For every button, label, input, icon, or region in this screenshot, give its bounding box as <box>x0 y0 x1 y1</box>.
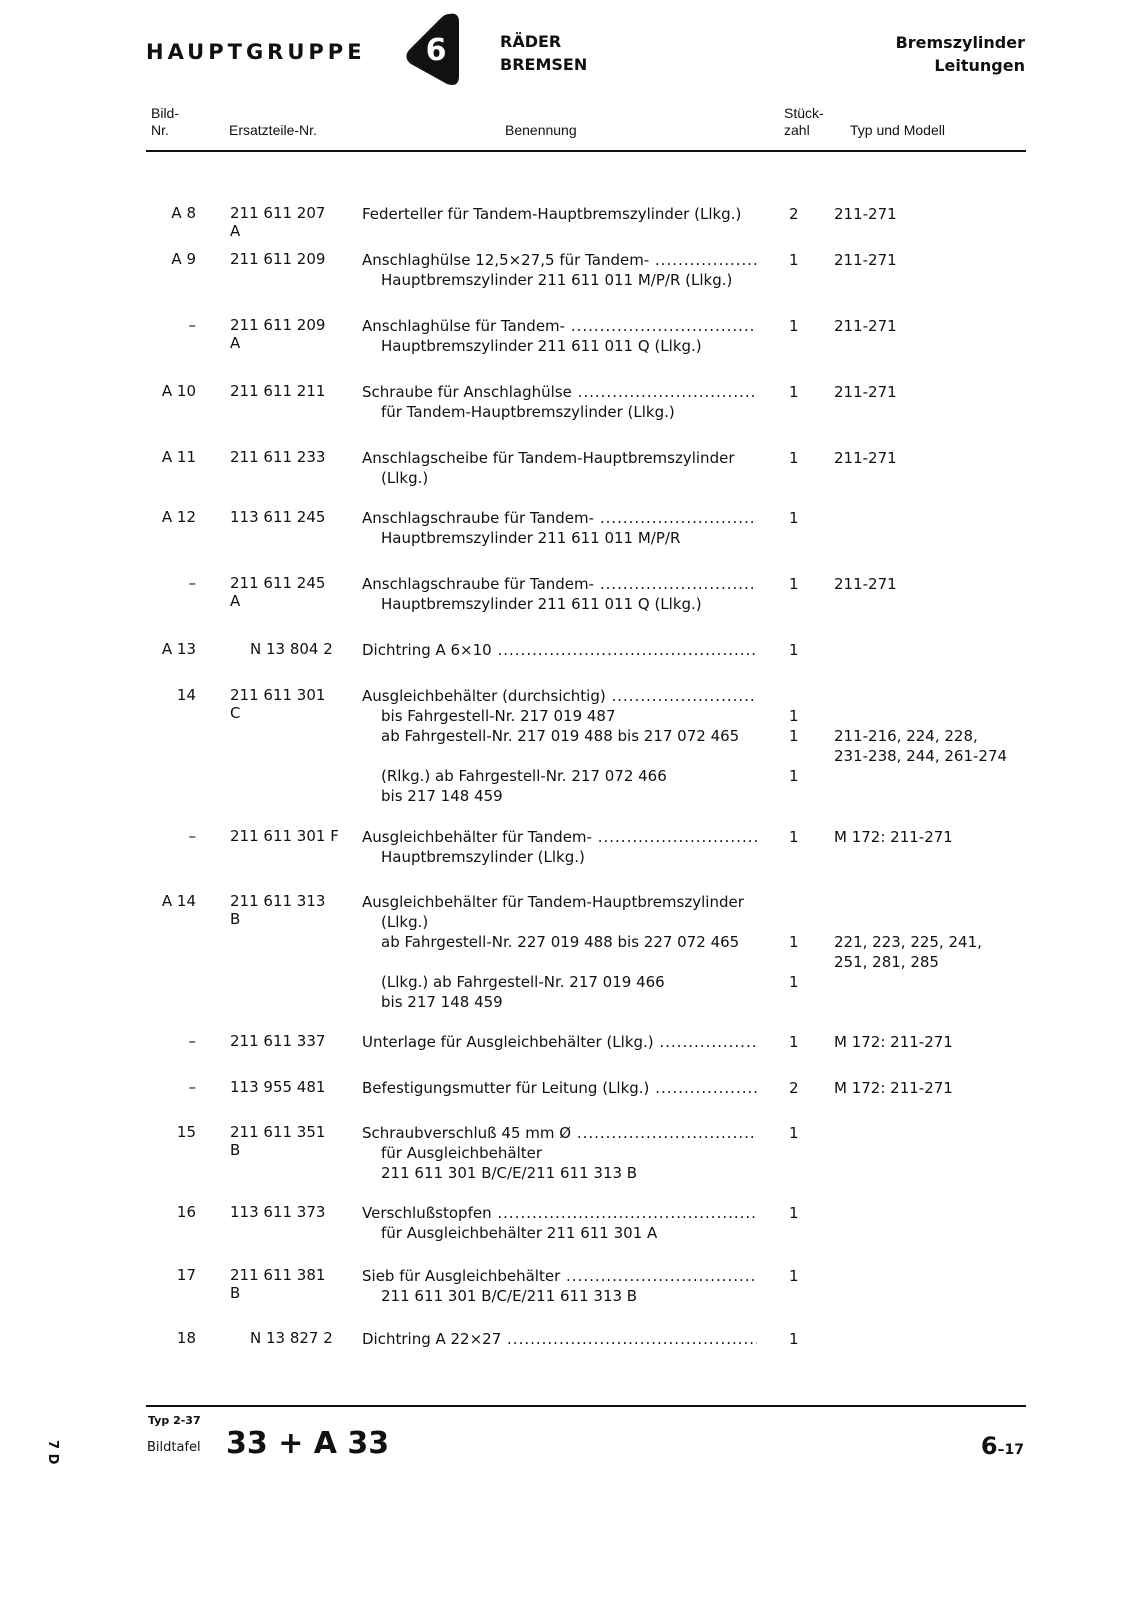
quantity: 1 <box>789 1330 799 1348</box>
part-number: N 13 804 2 <box>250 640 333 658</box>
row-line <box>0 786 1139 806</box>
row-line <box>0 847 1139 867</box>
col-header-bild: Bild- Nr. <box>151 105 180 138</box>
row-line <box>0 932 1139 952</box>
description: Befestigungsmutter für Leitung (Llkg.) ..... <box>362 1078 757 1098</box>
quantity: 1 <box>789 251 799 269</box>
quantity: 1 <box>789 727 799 745</box>
row-line <box>0 952 1139 972</box>
description: 211 611 301 B/C/E/211 611 313 B <box>381 1287 638 1305</box>
description: Hauptbremszylinder (Llkg.) <box>381 848 585 866</box>
row-line <box>0 1143 1139 1163</box>
row-line <box>0 448 1139 468</box>
part-number: 211 611 313 B <box>230 892 326 928</box>
type-model: 211-271 <box>834 449 897 467</box>
row-line <box>0 992 1139 1012</box>
part-number: 211 611 207 A <box>230 204 326 240</box>
section-line: RÄDER <box>500 32 562 51</box>
col-header-type: Typ und Modell <box>850 122 945 138</box>
description: Anschlagschraube für Tandem- ..... <box>362 574 757 594</box>
section-line: BREMSEN <box>500 55 588 74</box>
part-number: 211 611 381 B <box>230 1266 326 1302</box>
description: (Rlkg.) ab Fahrgestell-Nr. 217 072 466 <box>381 767 667 785</box>
description: bis Fahrgestell-Nr. 217 019 487 <box>381 707 616 725</box>
row-line <box>0 1078 1139 1098</box>
description: Hauptbremszylinder 211 611 011 Q (Llkg.) <box>381 595 702 613</box>
row-line <box>0 1286 1139 1306</box>
bildtafel-number: 33 + A 33 <box>226 1426 390 1461</box>
group-number-badge <box>405 12 461 88</box>
type-model: 211-271 <box>834 251 897 269</box>
description: Ausgleichbehälter für Tandem- ..... <box>362 827 757 847</box>
subsection-title <box>896 31 1025 77</box>
description: Sieb für Ausgleichbehälter ..... <box>362 1266 757 1286</box>
bild-nr: – <box>188 827 196 845</box>
part-number: 211 611 209 A <box>230 316 326 352</box>
row-line <box>0 402 1139 422</box>
row-line <box>0 827 1139 847</box>
description: Anschlaghülse für Tandem- ..... <box>362 316 757 336</box>
bild-nr: A 9 <box>171 250 196 268</box>
bild-nr: 14 <box>176 686 196 704</box>
row-line <box>0 250 1139 270</box>
quantity: 1 <box>789 317 799 335</box>
description: für Tandem-Hauptbremszylinder (Llkg.) <box>381 403 675 421</box>
description: Anschlaghülse 12,5×27,5 für Tandem- ..... <box>362 250 757 270</box>
row-line <box>0 686 1139 706</box>
footer-rule <box>146 1405 1026 1407</box>
type-model: 251, 281, 285 <box>834 953 939 971</box>
row-line <box>0 1203 1139 1223</box>
description: Hauptbremszylinder 211 611 011 Q (Llkg.) <box>381 337 702 355</box>
row-line <box>0 468 1139 488</box>
description: Dichtring A 22×27 ..... <box>362 1329 757 1349</box>
row-line <box>0 594 1139 614</box>
part-number: 211 611 301 C <box>230 686 326 722</box>
row-line <box>0 1163 1139 1183</box>
description: Schraube für Anschlaghülse ..... <box>362 382 757 402</box>
part-number: 211 611 209 <box>230 250 326 268</box>
quantity: 1 <box>789 509 799 527</box>
quantity: 1 <box>789 1267 799 1285</box>
col-header-part: Ersatzteile-Nr. <box>229 122 317 138</box>
row-line <box>0 508 1139 528</box>
description: Schraubverschluß 45 mm Ø ..... <box>362 1123 757 1143</box>
bild-nr: – <box>188 316 196 334</box>
row-line <box>0 528 1139 548</box>
quantity: 1 <box>789 1204 799 1222</box>
quantity: 1 <box>789 973 799 991</box>
description: für Ausgleichbehälter <box>381 1144 543 1162</box>
col-header-qty: Stück- zahl <box>784 105 824 138</box>
group-number: 6 <box>425 33 447 68</box>
bild-nr: A 11 <box>161 448 196 466</box>
bild-nr: A 14 <box>161 892 196 910</box>
bild-nr: – <box>188 1078 196 1096</box>
row-line <box>0 1329 1139 1349</box>
quantity: 1 <box>789 828 799 846</box>
row-line <box>0 1032 1139 1052</box>
quantity: 2 <box>789 205 799 223</box>
description: Anschlagschraube für Tandem- ..... <box>362 508 757 528</box>
bild-nr: – <box>188 1032 196 1050</box>
bild-nr: A 13 <box>161 640 196 658</box>
type-model: M 172: 211-271 <box>834 1033 953 1051</box>
col-header-name: Benennung <box>505 122 577 138</box>
part-number: N 13 827 2 <box>250 1329 333 1347</box>
type-model: M 172: 211-271 <box>834 828 953 846</box>
row-line <box>0 574 1139 594</box>
row-line <box>0 204 1139 224</box>
row-line <box>0 892 1139 912</box>
part-number: 211 611 211 <box>230 382 326 400</box>
type-model: 221, 223, 225, 241, <box>834 933 982 951</box>
bild-nr: A 12 <box>161 508 196 526</box>
description: Unterlage für Ausgleichbehälter (Llkg.) ..... <box>362 1032 757 1052</box>
bild-nr: 15 <box>176 1123 196 1141</box>
bild-nr: – <box>188 574 196 592</box>
row-line <box>0 270 1139 290</box>
side-code: 7 D <box>45 1440 60 1465</box>
part-number: 113 611 245 <box>230 508 326 526</box>
quantity: 1 <box>789 933 799 951</box>
bild-nr: 16 <box>176 1203 196 1221</box>
subsection-line: Leitungen <box>934 56 1025 75</box>
row-line <box>0 1223 1139 1243</box>
quantity: 2 <box>789 1079 799 1097</box>
subsection-line: Bremszylinder <box>895 33 1025 52</box>
page-number: 6–17 <box>980 1432 1024 1460</box>
description: für Ausgleichbehälter 211 611 301 A <box>381 1224 658 1242</box>
description: bis 217 148 459 <box>381 787 503 805</box>
description: Anschlagscheibe für Tandem-Hauptbremszylinder <box>362 449 735 467</box>
quantity: 1 <box>789 1033 799 1051</box>
group-label: HAUPTGRUPPE <box>146 40 366 64</box>
row-line <box>0 382 1139 402</box>
description: bis 217 148 459 <box>381 993 503 1011</box>
description: Hauptbremszylinder 211 611 011 M/P/R (Llkg.) <box>381 271 733 289</box>
part-number: 113 611 373 <box>230 1203 326 1221</box>
type-model: 231-238, 244, 261-274 <box>834 747 1008 765</box>
row-line <box>0 706 1139 726</box>
row-line <box>0 746 1139 766</box>
row-line <box>0 912 1139 932</box>
footer-typ: Typ 2-37 <box>148 1414 201 1427</box>
type-model: 211-216, 224, 228, <box>834 727 978 745</box>
type-model: 211-271 <box>834 575 897 593</box>
type-model: 211-271 <box>834 205 897 223</box>
row-line <box>0 1123 1139 1143</box>
quantity: 1 <box>789 1124 799 1142</box>
quantity: 1 <box>789 707 799 725</box>
part-number: 211 611 301 F <box>230 827 339 845</box>
section-title <box>500 30 587 76</box>
bild-nr: A 10 <box>161 382 196 400</box>
bild-nr: A 8 <box>171 204 196 222</box>
type-model: 211-271 <box>834 317 897 335</box>
row-line <box>0 640 1139 660</box>
description: ab Fahrgestell-Nr. 227 019 488 bis 227 072 465 <box>381 933 740 951</box>
row-line <box>0 972 1139 992</box>
description: ab Fahrgestell-Nr. 217 019 488 bis 217 072 465 <box>381 727 740 745</box>
description: Dichtring A 6×10 ..... <box>362 640 757 660</box>
quantity: 1 <box>789 767 799 785</box>
description: (Llkg.) <box>381 469 429 487</box>
header-rule <box>146 150 1026 152</box>
bildtafel-label: Bildtafel <box>147 1440 201 1455</box>
row-line <box>0 316 1139 336</box>
part-number: 113 955 481 <box>230 1078 326 1096</box>
bild-nr: 18 <box>176 1329 196 1347</box>
description: Verschlußstopfen ..... <box>362 1203 757 1223</box>
row-line <box>0 766 1139 786</box>
description: 211 611 301 B/C/E/211 611 313 B <box>381 1164 638 1182</box>
quantity: 1 <box>789 383 799 401</box>
description: Hauptbremszylinder 211 611 011 M/P/R <box>381 529 681 547</box>
description: Ausgleichbehälter (durchsichtig) ..... <box>362 686 757 706</box>
type-model: M 172: 211-271 <box>834 1079 953 1097</box>
bild-nr: 17 <box>176 1266 196 1284</box>
row-line <box>0 1266 1139 1286</box>
part-number: 211 611 337 <box>230 1032 326 1050</box>
part-number: 211 611 245 A <box>230 574 326 610</box>
part-number: 211 611 233 <box>230 448 326 466</box>
type-model: 211-271 <box>834 383 897 401</box>
description: Federteller für Tandem-Hauptbremszylinder (Llkg.) <box>362 205 742 223</box>
quantity: 1 <box>789 575 799 593</box>
row-line <box>0 336 1139 356</box>
part-number: 211 611 351 B <box>230 1123 326 1159</box>
description: Ausgleichbehälter für Tandem-Hauptbremszylinder <box>362 893 744 911</box>
description: (Llkg.) <box>381 913 429 931</box>
description: (Llkg.) ab Fahrgestell-Nr. 217 019 466 <box>381 973 665 991</box>
row-line <box>0 726 1139 746</box>
quantity: 1 <box>789 449 799 467</box>
quantity: 1 <box>789 641 799 659</box>
